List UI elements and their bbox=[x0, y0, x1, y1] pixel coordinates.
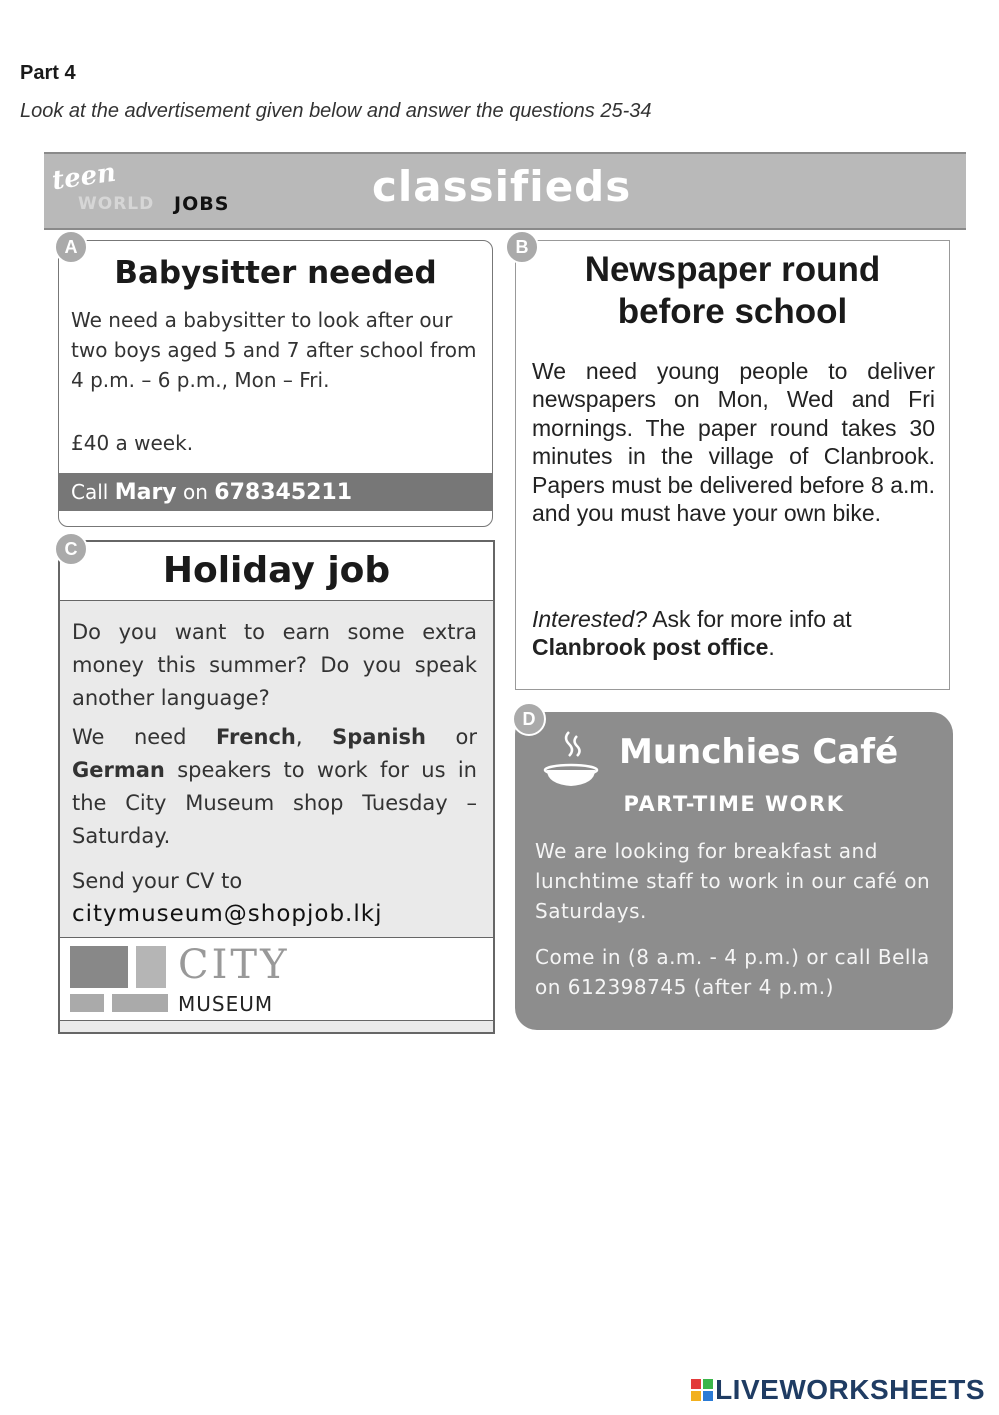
jobs-label: JOBS bbox=[174, 193, 230, 215]
logo-block-wide bbox=[112, 994, 168, 1012]
ad-b-letter-badge: B bbox=[505, 230, 539, 264]
ad-b-newspaper bbox=[515, 240, 950, 690]
ad-b-place: Clanbrook post office bbox=[532, 634, 769, 661]
logo-museum-text: MUSEUM bbox=[178, 992, 274, 1016]
ad-a-babysitter bbox=[58, 240, 493, 527]
ad-b-title bbox=[516, 249, 949, 333]
ad-d-letter-badge: D bbox=[512, 702, 546, 736]
ad-c-rest: speakers to work for us in the City Museum shop Tuesday – Saturday. bbox=[72, 758, 477, 848]
ad-d-subtitle: PART-TIME WORK bbox=[623, 792, 845, 816]
liveworksheets-brand[interactable] bbox=[691, 1374, 985, 1406]
classifieds-banner bbox=[44, 152, 966, 230]
city-museum-logo bbox=[60, 937, 493, 1021]
ad-c-intro: Do you want to earn some extra money this summer? Do you speak another language? bbox=[72, 620, 477, 710]
ad-d-contact: Come in (8 a.m. - 4 p.m.) or call Bella on 612398745 (after 4 p.m.) bbox=[535, 945, 930, 999]
logo-city-text: CITY bbox=[178, 942, 290, 988]
ad-c-lang-german: German bbox=[72, 758, 165, 782]
ad-a-call-bar bbox=[59, 473, 492, 511]
ad-a-title: Babysitter needed bbox=[114, 255, 437, 291]
banner-title: classifieds bbox=[372, 162, 632, 211]
part-title: Part 4 bbox=[20, 62, 76, 84]
ad-a-letter-badge: A bbox=[54, 230, 88, 264]
ad-a-body: We need a babysitter to look after our two boys aged 5 and 7 after school from 4 p.m. – 6 p.m., Mon – Fri. bbox=[71, 308, 477, 392]
ad-d-munchies-cafe bbox=[515, 712, 953, 1030]
ad-c-send: Send your CV to bbox=[72, 869, 243, 893]
ad-c-letter-badge: C bbox=[54, 532, 88, 566]
ad-c-lang-spanish: Spanish bbox=[332, 725, 427, 749]
ad-c-lang-french: French bbox=[215, 725, 296, 749]
ad-b-body: We need young people to deliver newspapers on Mon, Wed and Fri mornings. The paper round takes 30 minutes in the village of Clanbrook. Papers must be delivered before 8 a.m. and you must have your own bike. bbox=[532, 358, 935, 527]
brand-text: LIVEWORKSHEETS bbox=[715, 1374, 985, 1405]
ad-c-or: or bbox=[455, 725, 477, 749]
ad-d-body: We are looking for breakfast and lunchtime staff to work in our café on Saturdays. bbox=[535, 839, 931, 923]
logo-block-light bbox=[136, 946, 166, 988]
ad-c-title-strip bbox=[60, 542, 493, 601]
ad-c-email[interactable]: citymuseum@shopjob.lkj bbox=[72, 901, 383, 927]
ad-b-title-line2: before school bbox=[617, 292, 848, 331]
ad-b-contact bbox=[532, 605, 935, 662]
call-on: on bbox=[183, 480, 208, 504]
ad-b-title-line1: Newspaper round bbox=[584, 250, 881, 289]
ad-b-ask: Ask for more info at bbox=[652, 606, 852, 632]
call-name: Mary bbox=[114, 480, 177, 505]
logo-block-small bbox=[70, 994, 104, 1012]
ad-c-we-need: We need bbox=[72, 725, 187, 749]
call-prefix: Call bbox=[71, 480, 109, 504]
logo-block-dark bbox=[70, 946, 128, 988]
instructions: Look at the advertisement given below and answer the questions 25-34 bbox=[20, 100, 652, 122]
ad-c-body bbox=[72, 616, 477, 931]
liveworksheets-logo-icon bbox=[691, 1379, 713, 1401]
ad-c-comma: , bbox=[295, 725, 303, 749]
ad-b-period: . bbox=[768, 634, 775, 661]
call-number: 678345211 bbox=[214, 480, 353, 505]
ad-a-price: £40 a week. bbox=[71, 431, 194, 455]
teen-logo-text: teen bbox=[50, 157, 118, 197]
ad-c-languages bbox=[72, 721, 477, 853]
ad-b-interested: Interested? bbox=[532, 606, 648, 632]
ad-c-title: Holiday job bbox=[162, 550, 391, 591]
coffee-cup-icon bbox=[539, 726, 605, 792]
world-logo-text: WORLD bbox=[78, 194, 155, 214]
ad-c-holiday-job bbox=[58, 540, 495, 1034]
ad-d-title: Munchies Café bbox=[619, 732, 899, 772]
